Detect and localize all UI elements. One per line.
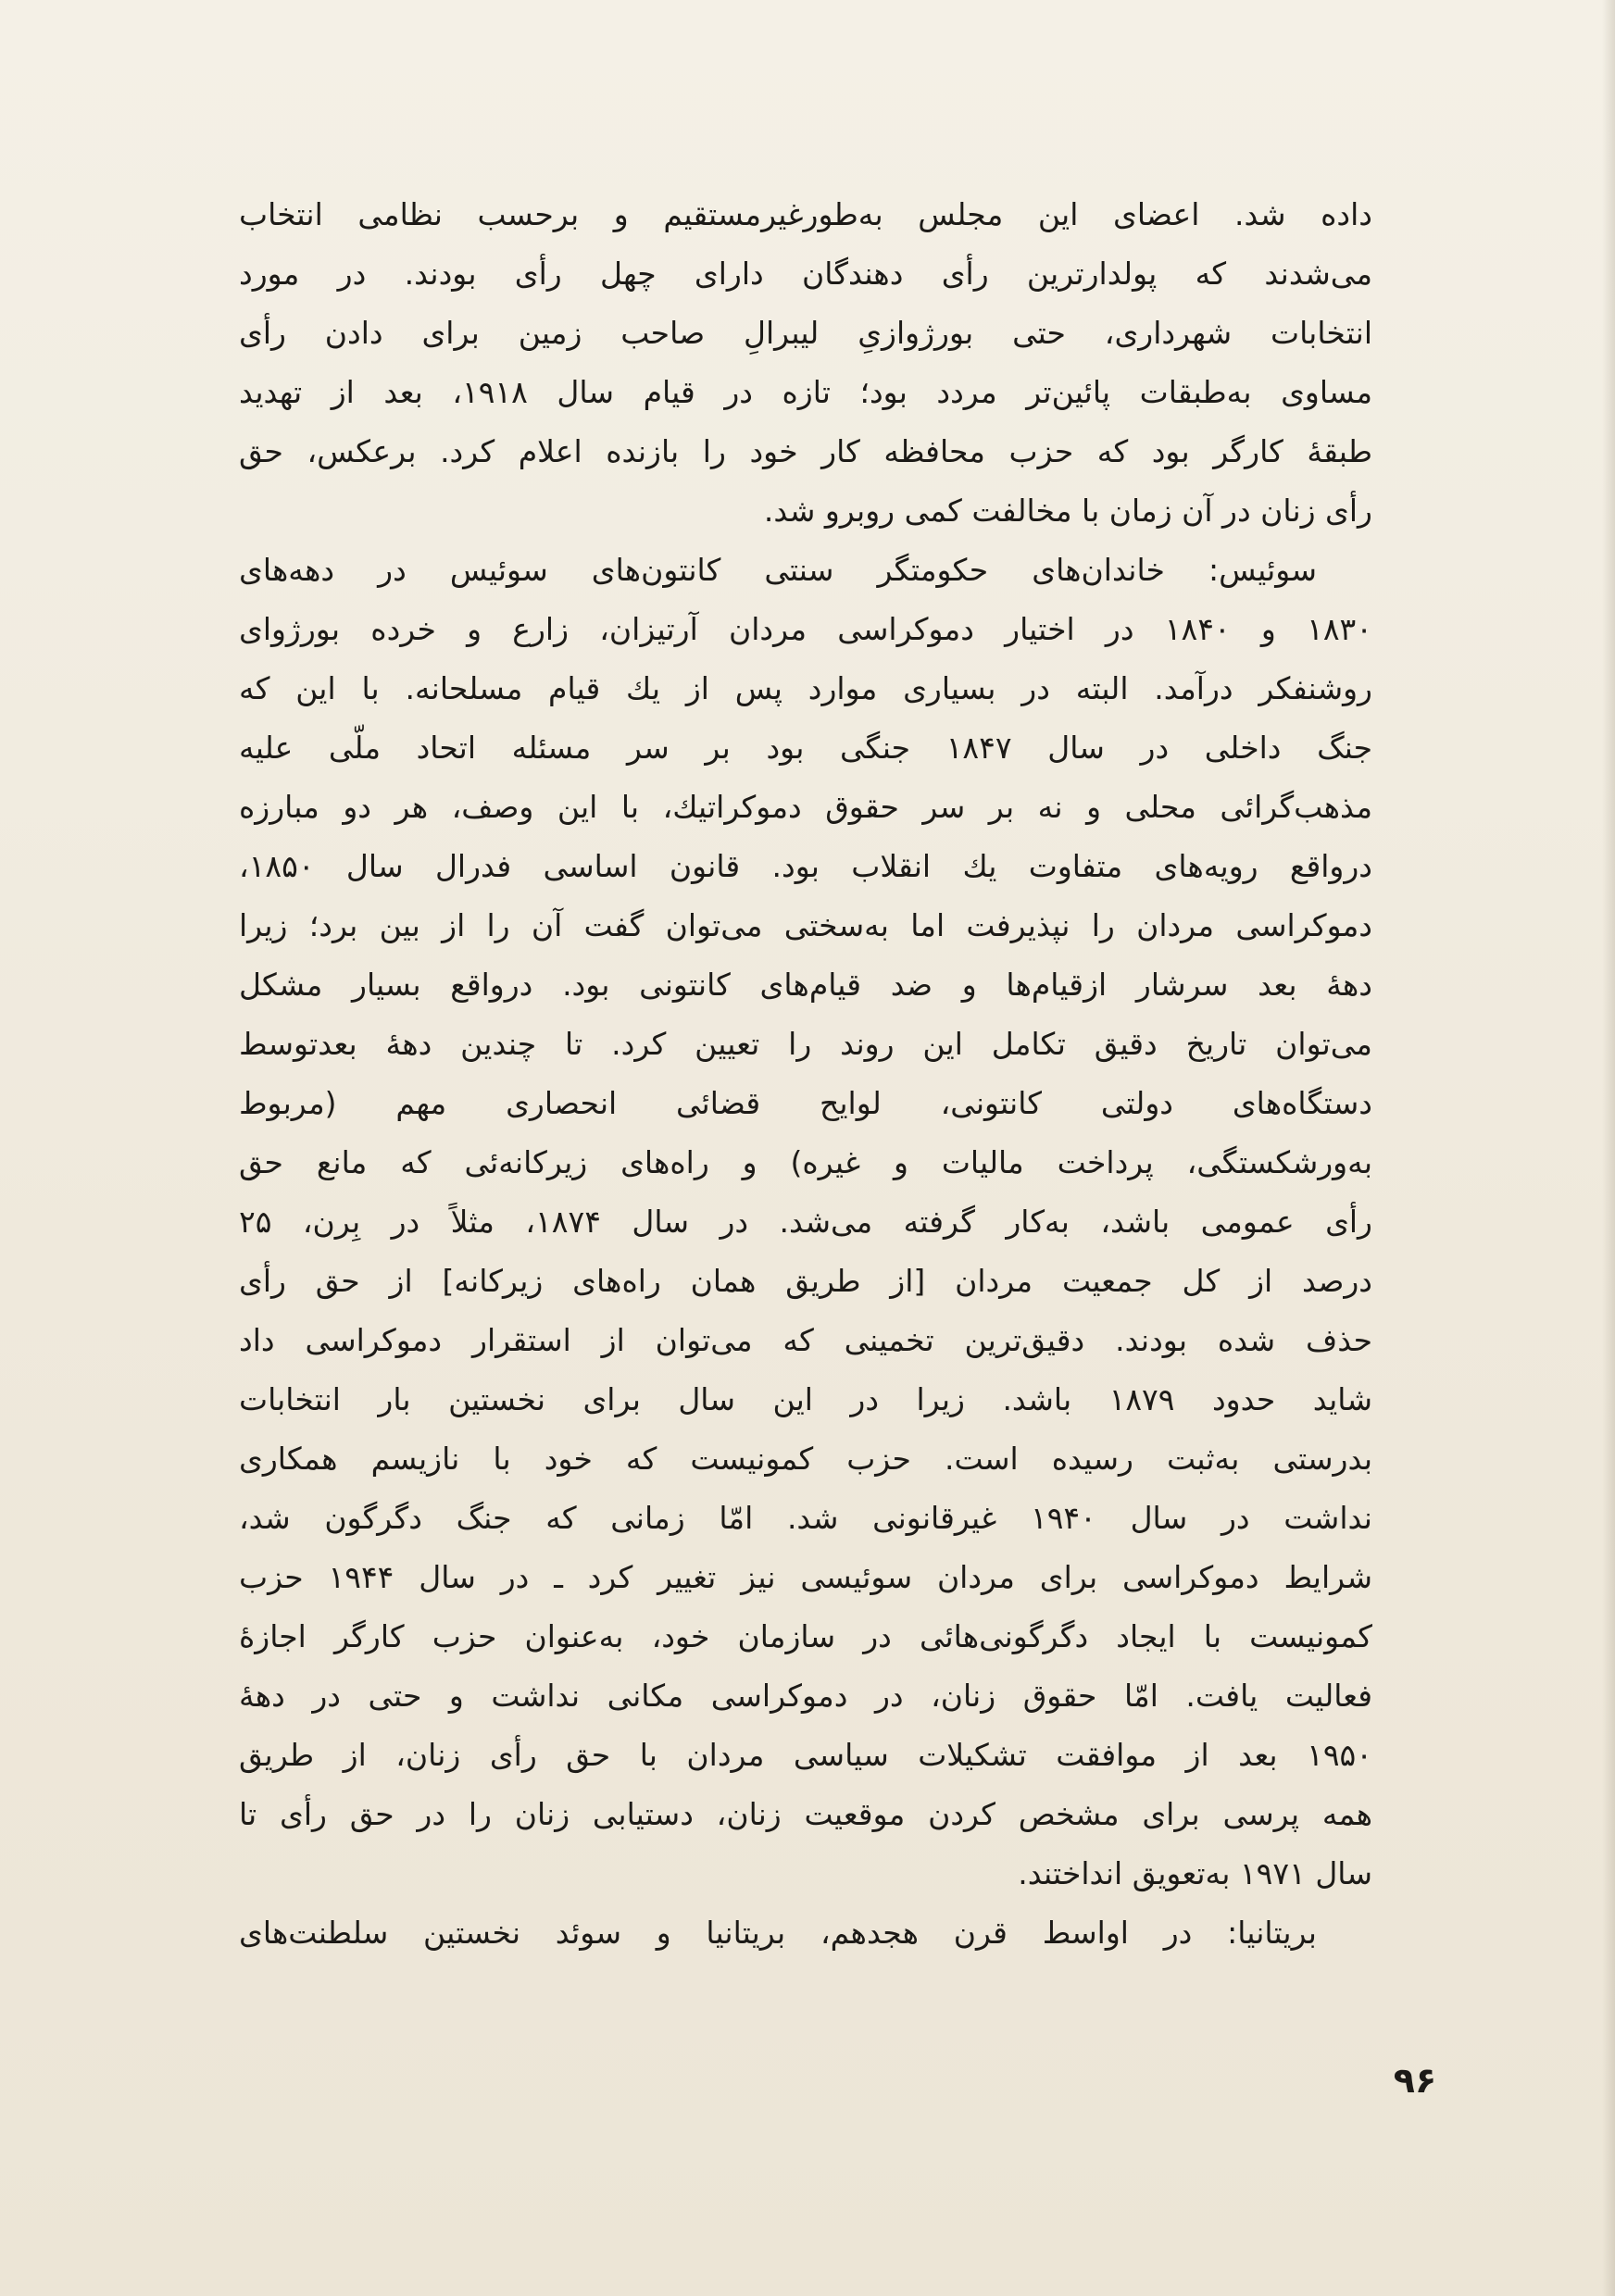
text-line: سال ۱۹۷۱ به‌تعویق انداختند. [1018,1855,1372,1891]
text-line: می‌توان تاریخ دقیق تکامل این روند را تعیین کرد. تا چندین دههٔ بعدتوسط [239,1026,1372,1062]
text-line: شرایط دموکراسی برای مردان سوئیسی نیز تغییر کرد ـ در سال ۱۹۴۴ حزب [239,1559,1372,1595]
text-line: انتخابات شهرداری، حتی بورژوازیِ لیبرالِ صاحب زمین برای دادن رأی [239,315,1372,351]
paragraph-start-line: سوئیس: خاندان‌های حکومتگر سنتی کانتون‌های سوئیس در دهه‌های [239,552,1317,588]
text-line: ۱۸۳۰ و ۱۸۴۰ در اختیار دموکراسی مردان آرتیزان، زارع و خرده بورژوای [239,611,1372,647]
text-line: نداشت در سال ۱۹۴۰ غیرقانونی شد. امّا زمانی که جنگ دگرگون شد، [239,1500,1372,1536]
text-line: مذهب‌گرائی محلی و نه بر سر حقوق دموکراتیك، با این وصف، هر دو مبارزه [239,789,1372,825]
text-line: دموکراسی مردان را نپذیرفت اما به‌سختی می‌توان گفت آن را از بین برد؛ زیرا [239,907,1372,943]
text-line: فعالیت یافت. امّا حقوق زنان، در دموکراسی مکانی نداشت و حتی در دههٔ [239,1678,1372,1714]
text-line: بدرستی به‌ثبت رسیده است. حزب کمونیست که خود با نازیسم همکاری [239,1441,1372,1477]
page-number: ۹۶ [1393,2060,1437,2101]
text-line: دستگاه‌های دولتی کانتونی، لوایح قضائی انحصاری مهم (مربوط [239,1085,1372,1121]
text-line: شاید حدود ۱۸۷۹ باشد. زیرا در این سال برای نخستین بار انتخابات [239,1381,1372,1417]
text-line: ۱۹۵۰ بعد از موافقت تشکیلات سیاسی مردان با حق رأی زنان، از طریق [239,1737,1372,1773]
text-line: جنگ داخلی در سال ۱۸۴۷ جنگی بود بر سر مسئله اتحاد ملّی علیه [239,730,1372,766]
text-line: طبقهٔ کارگر بود که حزب محافظه کار خود را بازنده اعلام کرد. برعکس، حق [239,433,1372,469]
text-line: رأی عمومی باشد، به‌کار گرفته می‌شد. در سال ۱۸۷۴، مثلاً در بِرن، ۲۵ [239,1204,1372,1240]
body-text [239,185,1372,1963]
text-line: می‌شدند که پولدارترین رأی دهندگان دارای چهل رأی بودند. در مورد [239,256,1372,292]
text-line: درصد از کل جمعیت مردان [از طریق همان راه‌های زیرکانه] از حق رأی [239,1263,1372,1299]
text-line: روشنفکر درآمد. البته در بسیاری موارد پس از یك قیام مسلحانه. با این که [239,670,1372,706]
text-line: کمونیست با ایجاد دگرگونی‌هائی در سازمان خود، به‌عنوان حزب کارگر اجازهٔ [239,1618,1372,1654]
text-line: داده شد. اعضای این مجلس به‌طورغیرمستقیم و برحسب نظامی انتخاب [239,196,1372,232]
text-line: همه پرسی برای مشخص کردن موقعیت زنان، دستیابی زنان را در حق رأی تا [239,1796,1372,1832]
text-line: درواقع رویه‌های متفاوت یك انقلاب بود. قانون اساسی فدرال سال ۱۸۵۰، [239,848,1372,884]
page-edge-shadow [1602,0,1615,2296]
text-line: حذف شده بودند. دقیق‌ترین تخمینی که می‌توان از استقرار دموکراسی داد [239,1322,1372,1358]
text-line: دههٔ بعد سرشار ازقیام‌ها و ضد قیام‌های کانتونی بود. درواقع بسیار مشکل [239,967,1372,1003]
paragraph-start-line: بریتانیا: در اواسط قرن هجدهم، بریتانیا و سوئد نخستین سلطنت‌های [239,1915,1317,1951]
text-line: مساوی به‌طبقات پائین‌تر مردد بود؛ تازه در قیام سال ۱۹۱۸، بعد از تهدید [239,374,1372,410]
text-line: به‌ورشکستگی، پرداخت مالیات و غیره) و راه‌های زیرکانه‌ئی که مانع حق [239,1144,1372,1180]
text-line: رأی زنان در آن زمان با مخالفت کمی روبرو شد. [763,493,1372,529]
